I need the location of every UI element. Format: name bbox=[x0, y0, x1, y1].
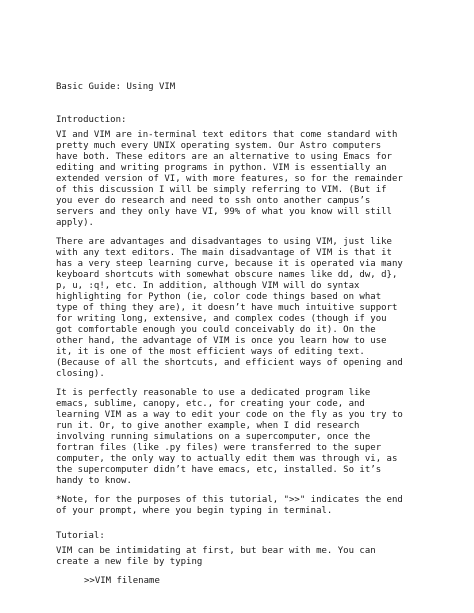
intro-paragraph-3: It is perfectly reasonable to use a dedicated program like emacs, sublime, canopy, etc., for creating your code, and learning VIM as a way to edit your code on the fly as you try to run it. Or, to give another example, when I did research involving running simulations on a supercomputer, once the fortran files (like .py files) were transferred to the super computer, the only way to actually edit them was through vi, as the supercomputer didn’t have emacs, etc, installed. So it’s handy to know. bbox=[56, 388, 403, 486]
intro-paragraph-2: There are advantages and disadvantages to using VIM, just like with any text editors. The main disadvantage of VIM is that it has a very steep learning curve, because it is operated via many keyboard shortcuts with somewhat obscure names like dd, dw, d}, p, u, :q!, etc. In addition, although VIM will do syntax highlighting for Python (ie, color code things based on what type of thing they are), it doesn’t have much intuitive support for writing long, extensive, and complex codes (though if you got comfortable enough you could conceivably do it). On the other hand, the advantage of VIM is once you learn how to use it, it is one of the most efficient ways of editing text. (Because of all the shortcuts, and efficient ways of opening and closing). bbox=[56, 237, 403, 379]
tutorial-heading: Tutorial: bbox=[56, 531, 105, 541]
document-title: Basic Guide: Using VIM bbox=[56, 82, 176, 92]
intro-paragraph-1: VI and VIM are in-terminal text editors that come standard with pretty much every UNIX operating system. Our Astro computers have both. These editors are an alternative to using Emacs for editing and writing programs in python. VIM is essentially an extended version of VI, with more features, so for the remainder of this discussion I will be simply referring to VIM. (But if you ever do research and need to ssh onto another campus’s servers and they only have VI, 99% of what you know will still apply). bbox=[56, 130, 403, 228]
note-paragraph: *Note, for the purposes of this tutorial, ">>" indicates the end of your prompt, where you begin typing in terminal. bbox=[56, 495, 403, 516]
document-body bbox=[56, 82, 418, 587]
introduction-heading: Introduction: bbox=[56, 115, 127, 125]
tutorial-paragraph: VIM can be intimidating at first, but bear with me. You can create a new file by typing bbox=[56, 546, 376, 567]
command-example: >>VIM filename bbox=[84, 576, 160, 586]
